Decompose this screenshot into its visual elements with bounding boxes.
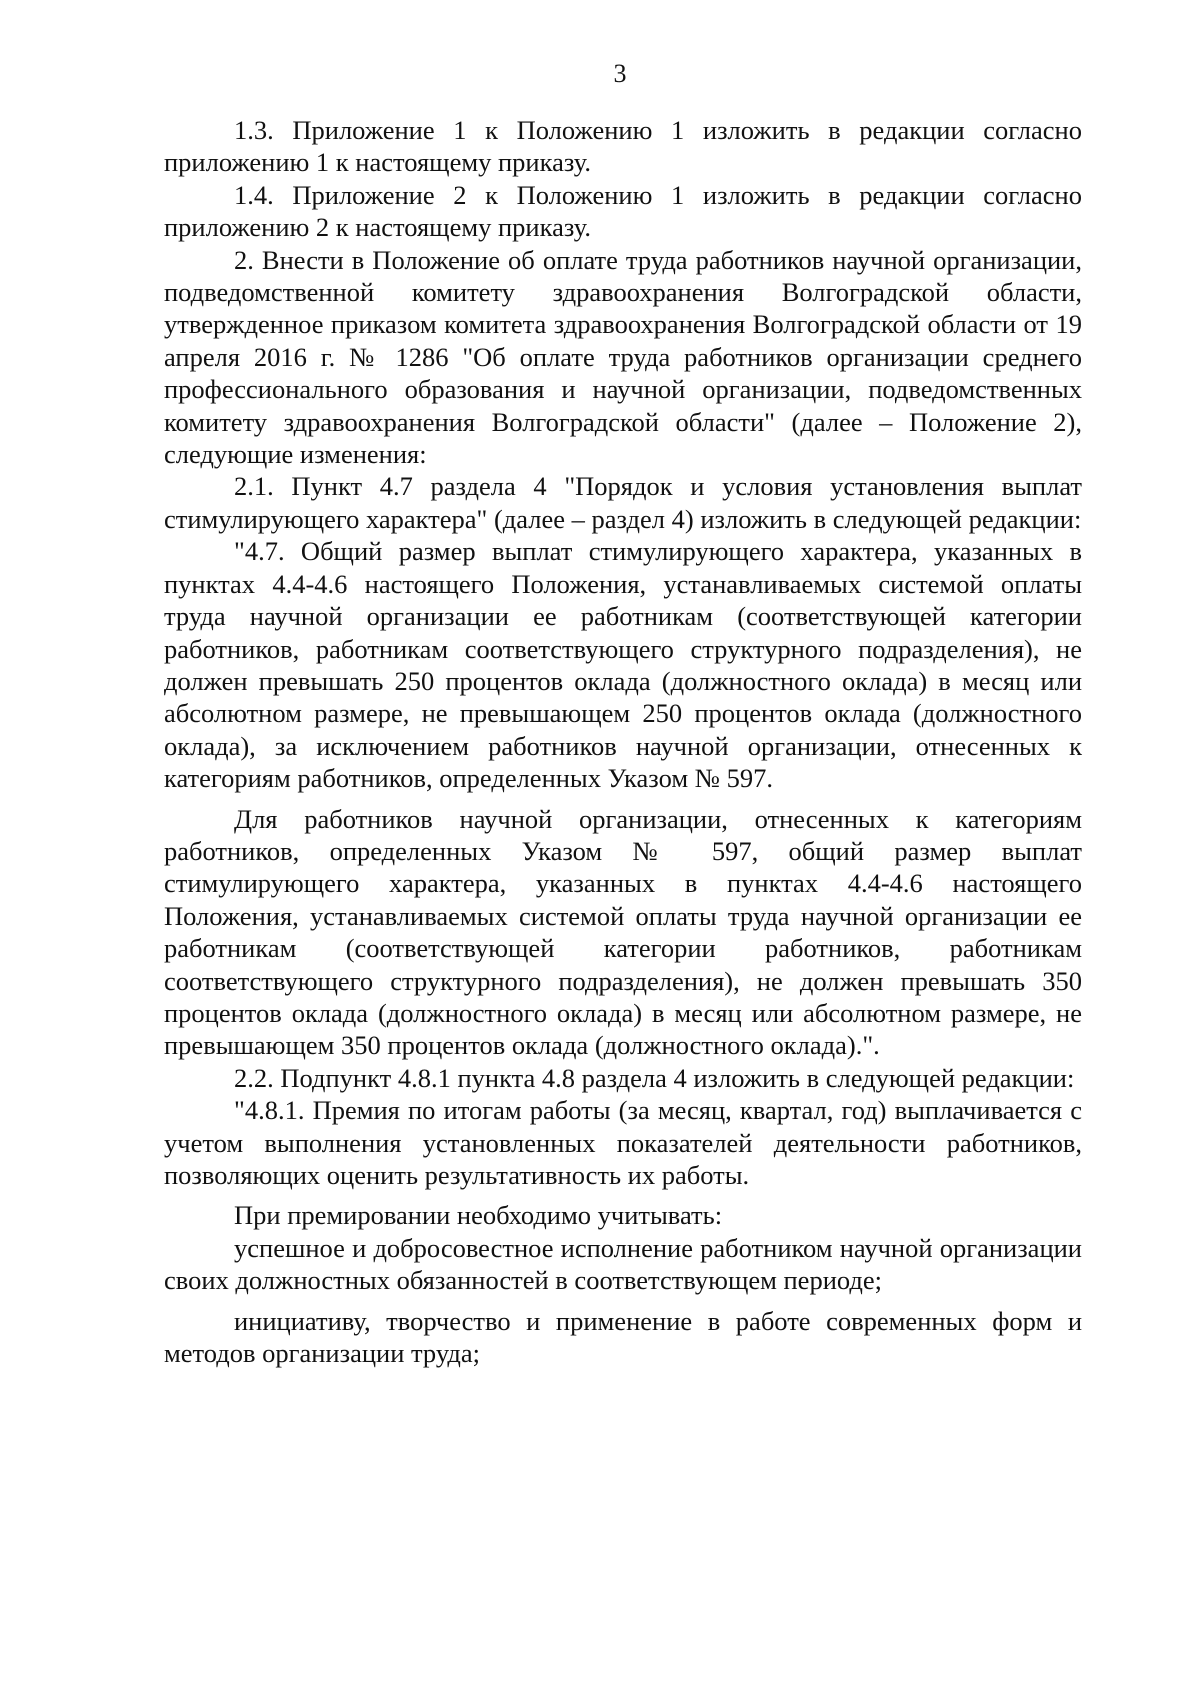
paragraph-1-3: 1.3. Приложение 1 к Положению 1 изложить в редакции согласно приложению 1 к настоящему приказу.: [164, 115, 1082, 178]
document-body: [164, 114, 1082, 1369]
paragraph-2-1: 2.1. Пункт 4.7 раздела 4 "Порядок и условия установления выплат стимулирующего характера" (далее – раздел 4) изложить в следующей редакции:: [164, 471, 1082, 534]
paragraph-2-2: 2.2. Подпункт 4.8.1 пункта 4.8 раздела 4 изложить в следующей редакции:: [234, 1062, 1075, 1093]
paragraph-1-4: 1.4. Приложение 2 к Положению 1 изложить в редакции согласно приложению 2 к настоящему приказу.: [164, 179, 1082, 243]
paragraph-4-8-1: "4.8.1. Премия по итогам работы (за месяц, квартал, год) выплачивается с учетом выполнения установленных показателей деятельности работников, позволяющих оценить результативность их работы.: [164, 1095, 1082, 1190]
page-number: 3: [613, 59, 627, 88]
paragraph-2: 2. Внести в Положение об оплате труда работников научной организации, подведомственной комитету здравоохранения Волгоградской области, утвержденное приказом комитета здравоохранения Волгоградской области от 19 апреля 2016 г. № 1286 "Об оплате труда работников организации среднего профессионального образования и научной организации, подведомственных комитету здравоохранения Волгоградской области" (далее – Положение 2), следующие изменения:: [164, 244, 1082, 470]
paragraph-4-7: "4.7. Общий размер выплат стимулирующего характера, указанных в пунктах 4.4-4.6 настоящего Положения, устанавливаемых системой оплаты труда научной организации ее работникам (соответствующей категории работников, работникам соответствующего структурного подразделения), не должен превышать 250 процентов оклада (должностного оклада) в месяц или абсолютном размере, не превышающем 250 процентов оклада (должностного оклада), за исключением работников научной организации, отнесенных к категориям работников, определенных Указом № 597.: [164, 536, 1082, 794]
paragraph-criterion-duties: успешное и добросовестное исполнение работником научной организации своих должностных обязанностей в соответствующем периоде;: [164, 1232, 1082, 1296]
paragraph-criterion-initiative: инициативу, творчество и применение в работе современных форм и методов организации труда;: [164, 1305, 1082, 1369]
paragraph-597-workers: Для работников научной организации, отнесенных к категориям работников, определенных Указом № 597, общий размер выплат стимулирующего характера, указанных в пунктах 4.4-4.6 настоящего Положения, устанавливаемых системой оплаты труда научной организации ее работникам (соответствующей категории работников, работникам соответствующего структурного подразделения), не должен превышать 350 процентов оклада (должностного оклада) в месяц или абсолютном размере, не превышающем 350 процентов оклада (должностного оклада).".: [164, 803, 1082, 1061]
paragraph-bonus-criteria-intro: При премировании необходимо учитывать:: [234, 1200, 723, 1231]
